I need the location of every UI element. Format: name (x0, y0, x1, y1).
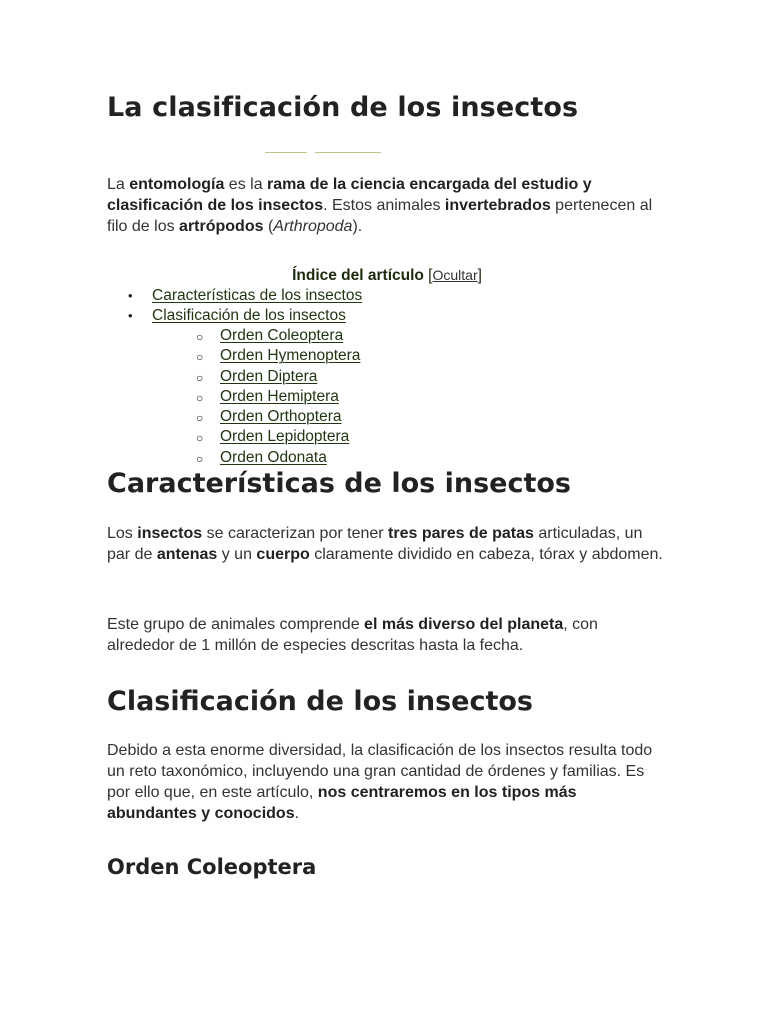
toc-link-lepidoptera[interactable]: Orden Lepidoptera (220, 428, 350, 445)
text: y un (217, 546, 257, 563)
toc-link-hymenoptera[interactable]: Orden Hymenoptera (220, 347, 361, 364)
toc-title: Índice del artículo (292, 267, 424, 284)
article-title: La clasificación de los insectos (107, 92, 579, 123)
text: es la (224, 176, 268, 193)
caracteristicas-paragraph-2 (107, 614, 667, 656)
toc-link-coleoptera[interactable]: Orden Coleoptera (220, 327, 344, 344)
bullet-circle-icon: ○ (196, 411, 204, 425)
text: La (107, 176, 130, 193)
caracteristicas-paragraph-1 (107, 523, 667, 565)
intro-paragraph (107, 174, 667, 237)
italic-text: Arthropoda (273, 218, 353, 235)
bullet-disc-icon: • (128, 308, 133, 323)
bold-text: invertebrados (444, 197, 551, 214)
text: ( (263, 218, 274, 235)
bold-text: el más diverso del planeta (364, 616, 564, 633)
text: ). (352, 218, 363, 235)
toc-link-caracteristicas[interactable]: Características de los insectos (152, 287, 363, 304)
toc-toggle-link[interactable]: Ocultar (432, 267, 478, 283)
bold-text: rama de la ciencia encargada del estudio y clasificación de los insectos (107, 176, 592, 214)
clasificacion-paragraph (107, 740, 667, 824)
bold-text: artrópodos (179, 218, 264, 235)
bold-text: insectos (137, 525, 203, 542)
divider-line-right (315, 152, 381, 153)
bullet-disc-icon: • (128, 288, 133, 303)
text: Este grupo de animales comprende (107, 616, 365, 633)
bracket: [ (428, 267, 433, 284)
bullet-circle-icon: ○ (196, 350, 204, 364)
text: se caracterizan por tener (202, 525, 389, 542)
bold-text: entomología (129, 176, 225, 193)
toc-link-hemiptera[interactable]: Orden Hemiptera (220, 388, 339, 405)
bullet-circle-icon: ○ (196, 391, 204, 405)
bullet-circle-icon: ○ (196, 371, 204, 385)
text: Debido a esta enorme diversidad, la clasificación de los insectos resulta todo un reto taxonómico, incluyendo una gran cantidad de órdenes y familias. Es por ello que, en este artículo, (107, 742, 653, 801)
text: Los (107, 525, 138, 542)
toc-link-diptera[interactable]: Orden Diptera (220, 368, 318, 385)
text: . Estos animales (323, 197, 445, 214)
toc-link-clasificacion[interactable]: Clasificación de los insectos (152, 307, 346, 324)
bullet-circle-icon: ○ (196, 452, 204, 466)
bold-text: nos centraremos en los tipos más abundantes y conocidos (107, 784, 577, 822)
bullet-circle-icon: ○ (196, 330, 204, 344)
section-heading-caracteristicas: Características de los insectos (107, 468, 571, 499)
text: articuladas, un par de (107, 525, 643, 563)
toc-link-orthoptera[interactable]: Orden Orthoptera (220, 408, 342, 425)
text: claramente dividido en cabeza, tórax y abdomen. (309, 546, 663, 563)
text: . (294, 805, 300, 822)
bullet-circle-icon: ○ (196, 431, 204, 445)
toc-link-odonata[interactable]: Orden Odonata (220, 449, 327, 466)
subsection-heading-coleoptera: Orden Coleoptera (107, 855, 317, 879)
section-heading-clasificacion: Clasificación de los insectos (107, 686, 533, 717)
bracket: ] (477, 267, 482, 284)
bold-text: cuerpo (256, 546, 310, 563)
toc-header (107, 265, 667, 286)
text: pertenecen al filo de los (107, 197, 653, 235)
divider-line-left (265, 152, 307, 153)
bold-text: antenas (156, 546, 218, 563)
bold-text: tres pares de patas (388, 525, 534, 542)
text: , con alrededor de 1 millón de especies descritas hasta la fecha. (107, 616, 598, 654)
